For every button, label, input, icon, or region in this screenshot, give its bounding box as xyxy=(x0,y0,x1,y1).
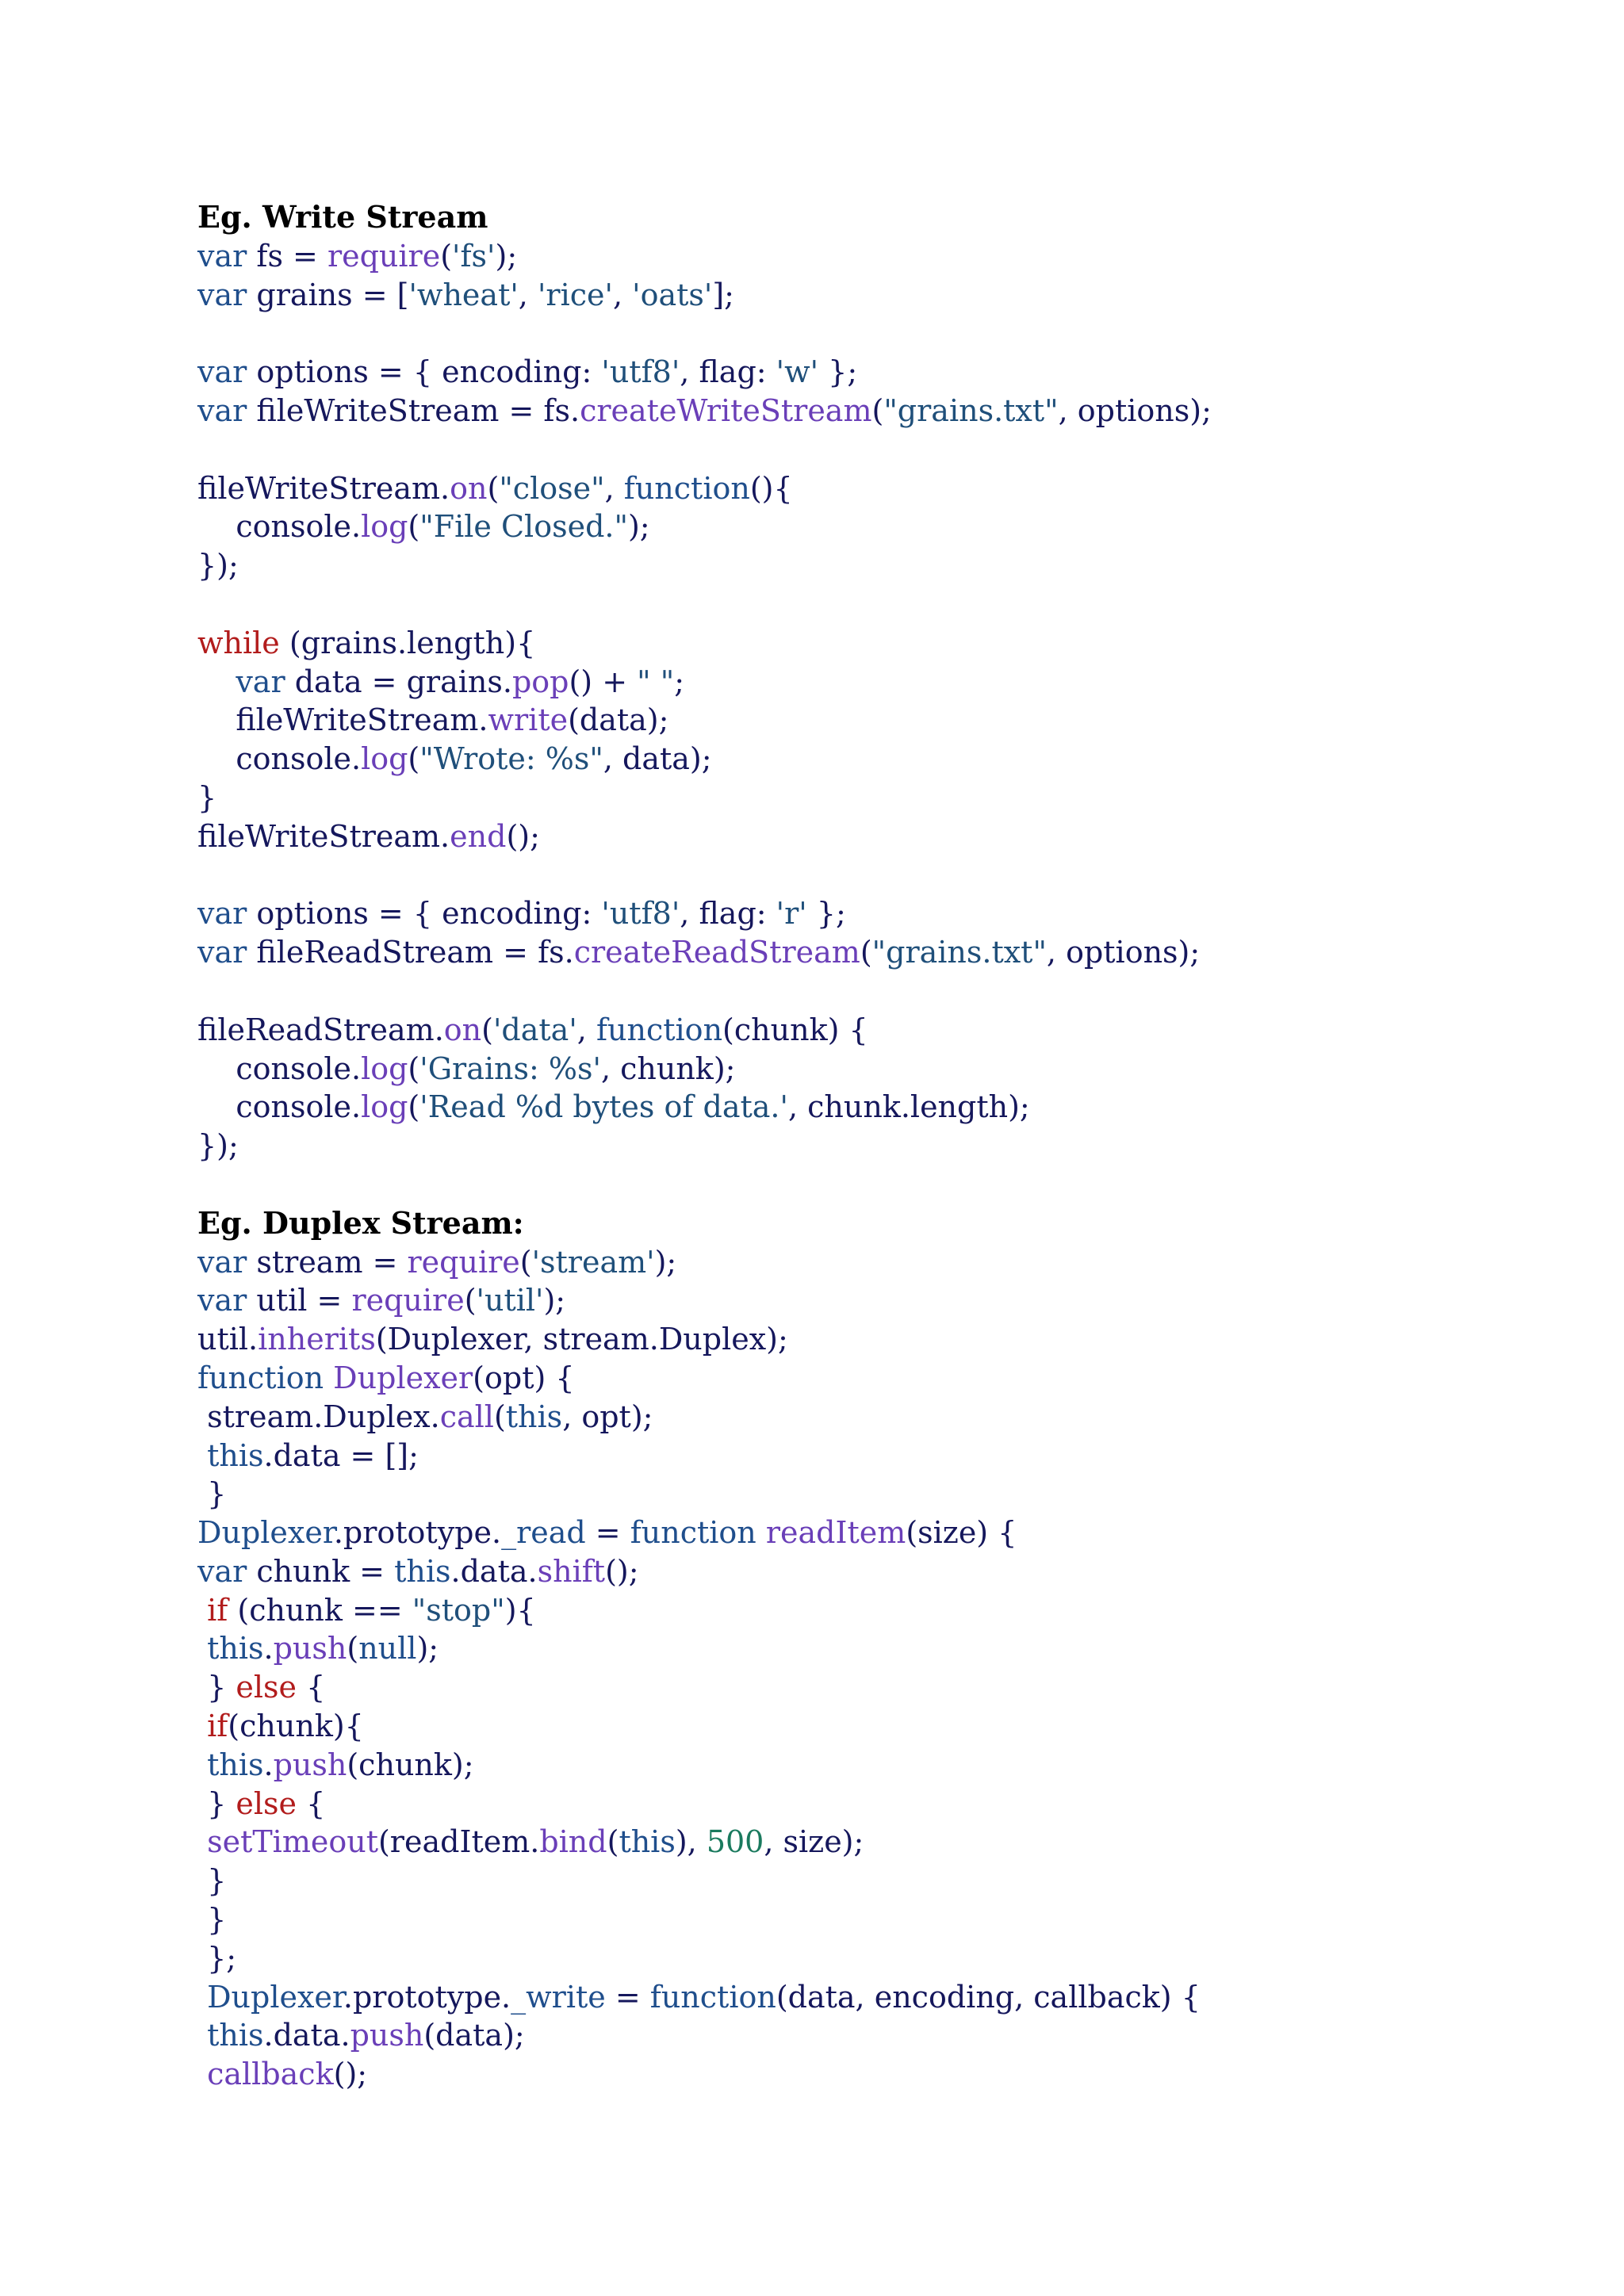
code-token: , xyxy=(518,277,538,312)
code-token: (){ xyxy=(749,470,793,506)
code-token: null xyxy=(358,1631,417,1667)
blank-line xyxy=(197,972,1545,1011)
code-token: fs = xyxy=(247,238,327,274)
code-token: 'r' xyxy=(776,896,807,932)
code-line xyxy=(197,353,1545,392)
code-token: function xyxy=(197,1360,324,1395)
code-token: ); xyxy=(495,238,518,274)
code-token: var xyxy=(197,664,285,699)
code-token: readItem xyxy=(765,1515,906,1551)
code-line xyxy=(197,1475,1545,1513)
code-token: } xyxy=(197,1476,227,1512)
code-token: var xyxy=(197,935,247,970)
code-token: } xyxy=(197,779,217,815)
code-token: ); xyxy=(654,1244,677,1280)
section-heading: Eg. Duplex Stream: xyxy=(197,1204,524,1241)
code-line xyxy=(197,1746,1545,1785)
code-token: log xyxy=(361,1050,408,1086)
code-token: setTimeout xyxy=(197,1824,378,1860)
code-token: (readItem. xyxy=(377,1824,540,1860)
code-token: 'utf8' xyxy=(601,896,680,932)
code-token: if xyxy=(197,1709,228,1744)
code-line xyxy=(197,507,1545,546)
code-token: else xyxy=(236,1785,297,1821)
code-line xyxy=(197,1243,1545,1282)
code-token: console. xyxy=(197,1050,362,1086)
code-token: console. xyxy=(197,741,362,777)
code-token: (); xyxy=(506,818,540,854)
code-token: ){ xyxy=(504,1592,536,1628)
code-token: , size); xyxy=(764,1824,864,1860)
code-token: { xyxy=(296,1785,326,1821)
code-line xyxy=(197,1320,1545,1359)
code-token: console. xyxy=(197,509,362,545)
code-token: fileWriteStream. xyxy=(197,470,450,506)
code-token: 'rice' xyxy=(537,277,613,312)
code-token: var xyxy=(197,1283,247,1318)
code-line xyxy=(197,624,1545,663)
code-line xyxy=(197,740,1545,779)
code-line xyxy=(197,1629,1545,1668)
code-token: else xyxy=(236,1670,297,1705)
code-line xyxy=(197,1978,1545,2017)
code-token: }; xyxy=(197,1940,237,1976)
code-token: require xyxy=(351,1283,465,1318)
code-token: , chunk); xyxy=(600,1050,736,1086)
code-token: end xyxy=(450,818,507,854)
code-token: ( xyxy=(860,935,872,970)
code-line xyxy=(197,1281,1545,1320)
code-token: ( xyxy=(519,1244,532,1280)
code-token: }; xyxy=(818,354,858,390)
code-token: require xyxy=(407,1244,520,1280)
code-token: callback xyxy=(197,2057,334,2092)
code-document xyxy=(197,198,1545,2094)
code-line xyxy=(197,1823,1545,1862)
code-token: "grains.txt" xyxy=(883,392,1059,428)
code-line xyxy=(197,237,1545,276)
code-token: .data. xyxy=(263,2018,350,2053)
code-token: ( xyxy=(487,470,500,506)
code-line xyxy=(197,276,1545,315)
code-token: (chunk){ xyxy=(228,1709,364,1744)
code-token: console. xyxy=(197,1089,362,1125)
code-token: var xyxy=(197,1244,247,1280)
code-line xyxy=(197,1437,1545,1475)
code-line xyxy=(197,663,1545,702)
code-token: util = xyxy=(247,1283,352,1318)
code-token: var xyxy=(197,1553,247,1589)
code-token: options = { encoding: xyxy=(247,354,602,390)
code-token: var xyxy=(197,896,247,932)
code-token: data = grains. xyxy=(285,664,512,699)
code-token: , data); xyxy=(603,741,712,777)
code-token: _write xyxy=(511,1979,606,2015)
code-token: , options); xyxy=(1058,392,1212,428)
code-token: } xyxy=(197,1785,236,1821)
code-line xyxy=(197,1785,1545,1823)
code-token: stream.Duplex. xyxy=(197,1399,440,1434)
code-token: chunk = xyxy=(247,1553,395,1589)
code-token: "stop" xyxy=(412,1592,505,1628)
code-token: (data, encoding, callback) { xyxy=(776,1979,1201,2015)
code-token: log xyxy=(361,741,408,777)
code-token: , xyxy=(612,277,633,312)
code-line xyxy=(197,2055,1545,2094)
code-token: log xyxy=(361,509,408,545)
blank-line xyxy=(197,585,1545,624)
code-token: ( xyxy=(871,392,884,428)
code-token: while xyxy=(197,625,280,660)
code-token xyxy=(756,1515,766,1550)
code-token: . xyxy=(263,1631,274,1667)
code-token: grains = [ xyxy=(247,277,409,312)
code-token: (chunk); xyxy=(347,1747,474,1782)
code-token: ( xyxy=(408,1089,420,1125)
section-heading: Eg. Write Stream xyxy=(197,199,488,235)
code-token: .data. xyxy=(450,1553,538,1589)
code-token: 'utf8' xyxy=(601,354,680,390)
code-line xyxy=(197,392,1545,430)
code-token: 'Grains: %s' xyxy=(419,1050,601,1086)
code-token: = xyxy=(585,1515,630,1551)
code-token: this xyxy=(197,2018,264,2053)
code-token: ), xyxy=(675,1824,707,1860)
code-token: " " xyxy=(637,664,675,699)
code-token: ( xyxy=(408,1050,420,1086)
code-token: (grains.length){ xyxy=(279,625,536,660)
code-token: fileReadStream. xyxy=(197,1012,444,1047)
code-line xyxy=(197,1707,1545,1746)
code-token: ( xyxy=(481,1012,493,1047)
code-token: (); xyxy=(605,1553,639,1589)
code-line xyxy=(197,1552,1545,1591)
code-token: . xyxy=(263,1747,274,1782)
code-token: 500 xyxy=(706,1824,764,1860)
code-token: 'stream' xyxy=(531,1244,655,1280)
code-token: , flag: xyxy=(680,354,776,390)
code-token: (chunk) { xyxy=(722,1012,868,1047)
code-line xyxy=(197,1668,1545,1707)
code-token: options = { encoding: xyxy=(247,896,602,932)
code-token: this xyxy=(505,1399,563,1434)
code-token: this xyxy=(197,1747,264,1782)
code-token: var xyxy=(197,277,247,312)
code-token: var xyxy=(197,392,247,428)
code-token: }; xyxy=(806,896,846,932)
code-line xyxy=(197,1939,1545,1978)
code-token: } xyxy=(197,1902,227,1938)
code-token: ( xyxy=(607,1824,619,1860)
code-line xyxy=(197,779,1545,817)
code-token: 'wheat' xyxy=(408,277,519,312)
code-token: 'w' xyxy=(776,354,819,390)
code-token: ); xyxy=(627,509,650,545)
code-token: call xyxy=(439,1399,494,1434)
code-token: 'data' xyxy=(492,1012,577,1047)
code-token: (data); xyxy=(423,2018,525,2053)
code-line xyxy=(197,469,1545,508)
code-token: ( xyxy=(493,1399,506,1434)
code-token: 'fs' xyxy=(452,238,496,274)
code-token: "File Closed." xyxy=(419,509,628,545)
code-token: if xyxy=(197,1592,228,1628)
code-token: function xyxy=(630,1515,756,1551)
code-token: "Wrote: %s" xyxy=(419,741,603,777)
code-token: { xyxy=(296,1670,326,1705)
code-token: fileWriteStream. xyxy=(197,818,450,854)
code-token: log xyxy=(361,1089,408,1125)
code-token: function xyxy=(649,1979,776,2015)
code-token: }); xyxy=(197,548,239,584)
code-token: 'Read %d bytes of data.' xyxy=(419,1089,788,1125)
code-token: .data = []; xyxy=(263,1437,419,1473)
code-line xyxy=(197,701,1545,740)
code-token: function xyxy=(596,1012,723,1047)
code-token: this xyxy=(197,1631,264,1667)
code-token: (data); xyxy=(568,702,669,738)
code-line xyxy=(197,1591,1545,1630)
code-token xyxy=(324,1360,333,1395)
code-token: require xyxy=(327,238,441,274)
code-token: "grains.txt" xyxy=(871,935,1047,970)
code-token: Duplexer xyxy=(197,1515,334,1551)
blank-line xyxy=(197,856,1545,895)
code-token: (); xyxy=(333,2057,368,2092)
code-line xyxy=(197,1359,1545,1398)
code-token: push xyxy=(273,1747,347,1782)
code-token: var xyxy=(197,354,247,390)
code-token: fileWriteStream. xyxy=(197,702,488,738)
code-token: (opt) { xyxy=(473,1360,575,1395)
code-token: 'oats' xyxy=(632,277,713,312)
code-token: } xyxy=(197,1670,236,1705)
code-token: ( xyxy=(440,238,453,274)
code-token: this xyxy=(619,1824,676,1860)
code-line xyxy=(197,894,1545,933)
code-token: push xyxy=(350,2018,424,2053)
code-token: }); xyxy=(197,1128,239,1164)
code-token: push xyxy=(273,1631,347,1667)
code-token: Duplexer xyxy=(197,1979,343,2015)
code-token: shift xyxy=(537,1553,606,1589)
code-token: "close" xyxy=(499,470,605,506)
code-token: 'util' xyxy=(476,1283,544,1318)
code-token: createWriteStream xyxy=(580,392,872,428)
code-token: .prototype. xyxy=(343,1979,511,2015)
code-token: util. xyxy=(197,1322,259,1357)
code-line xyxy=(197,1088,1545,1127)
code-token: ( xyxy=(408,741,420,777)
code-token: } xyxy=(197,1863,227,1899)
code-token: (chunk == xyxy=(228,1592,412,1628)
code-token: ); xyxy=(416,1631,439,1667)
code-token: , xyxy=(576,1012,596,1047)
code-token: ; xyxy=(674,664,684,699)
code-token: pop xyxy=(511,664,569,699)
code-token: , opt); xyxy=(562,1399,653,1434)
code-line xyxy=(197,817,1545,856)
code-token: Duplexer xyxy=(333,1360,473,1395)
code-token: on xyxy=(443,1012,482,1047)
code-token: ); xyxy=(543,1283,566,1318)
code-line xyxy=(197,1050,1545,1089)
blank-line xyxy=(197,430,1545,469)
code-token: ( xyxy=(347,1631,359,1667)
code-token: stream = xyxy=(247,1244,408,1280)
code-token: write xyxy=(488,702,569,738)
code-line xyxy=(197,933,1545,972)
code-line xyxy=(197,1862,1545,1900)
code-token: , xyxy=(604,470,624,506)
code-token: bind xyxy=(539,1824,607,1860)
code-token: (Duplexer, stream.Duplex); xyxy=(375,1322,788,1357)
code-token: inherits xyxy=(258,1322,376,1357)
code-line xyxy=(197,546,1545,585)
code-token: , flag: xyxy=(680,896,776,932)
code-token: = xyxy=(605,1979,650,2015)
code-token: _read xyxy=(501,1515,586,1551)
code-token: this xyxy=(197,1437,264,1473)
code-token: (size) { xyxy=(906,1515,1017,1551)
code-line xyxy=(197,2016,1545,2055)
code-line xyxy=(197,1011,1545,1050)
code-token: , options); xyxy=(1046,935,1201,970)
code-token: this xyxy=(394,1553,451,1589)
code-token: on xyxy=(450,470,488,506)
code-token: fileReadStream = fs. xyxy=(247,935,574,970)
code-line xyxy=(197,1127,1545,1165)
blank-line xyxy=(197,314,1545,353)
code-token: () + xyxy=(569,664,638,699)
code-line xyxy=(197,1900,1545,1939)
code-token: ]; xyxy=(712,277,734,312)
code-token: ( xyxy=(408,509,420,545)
code-token: .prototype. xyxy=(333,1515,502,1551)
code-token: ( xyxy=(464,1283,477,1318)
code-token: function xyxy=(623,470,750,506)
code-token: createReadStream xyxy=(573,935,860,970)
code-token: fileWriteStream = fs. xyxy=(247,392,580,428)
code-line xyxy=(197,1398,1545,1437)
code-line xyxy=(197,1513,1545,1552)
code-token: , chunk.length); xyxy=(787,1089,1030,1125)
blank-line xyxy=(197,1165,1545,1204)
code-token: var xyxy=(197,238,247,274)
